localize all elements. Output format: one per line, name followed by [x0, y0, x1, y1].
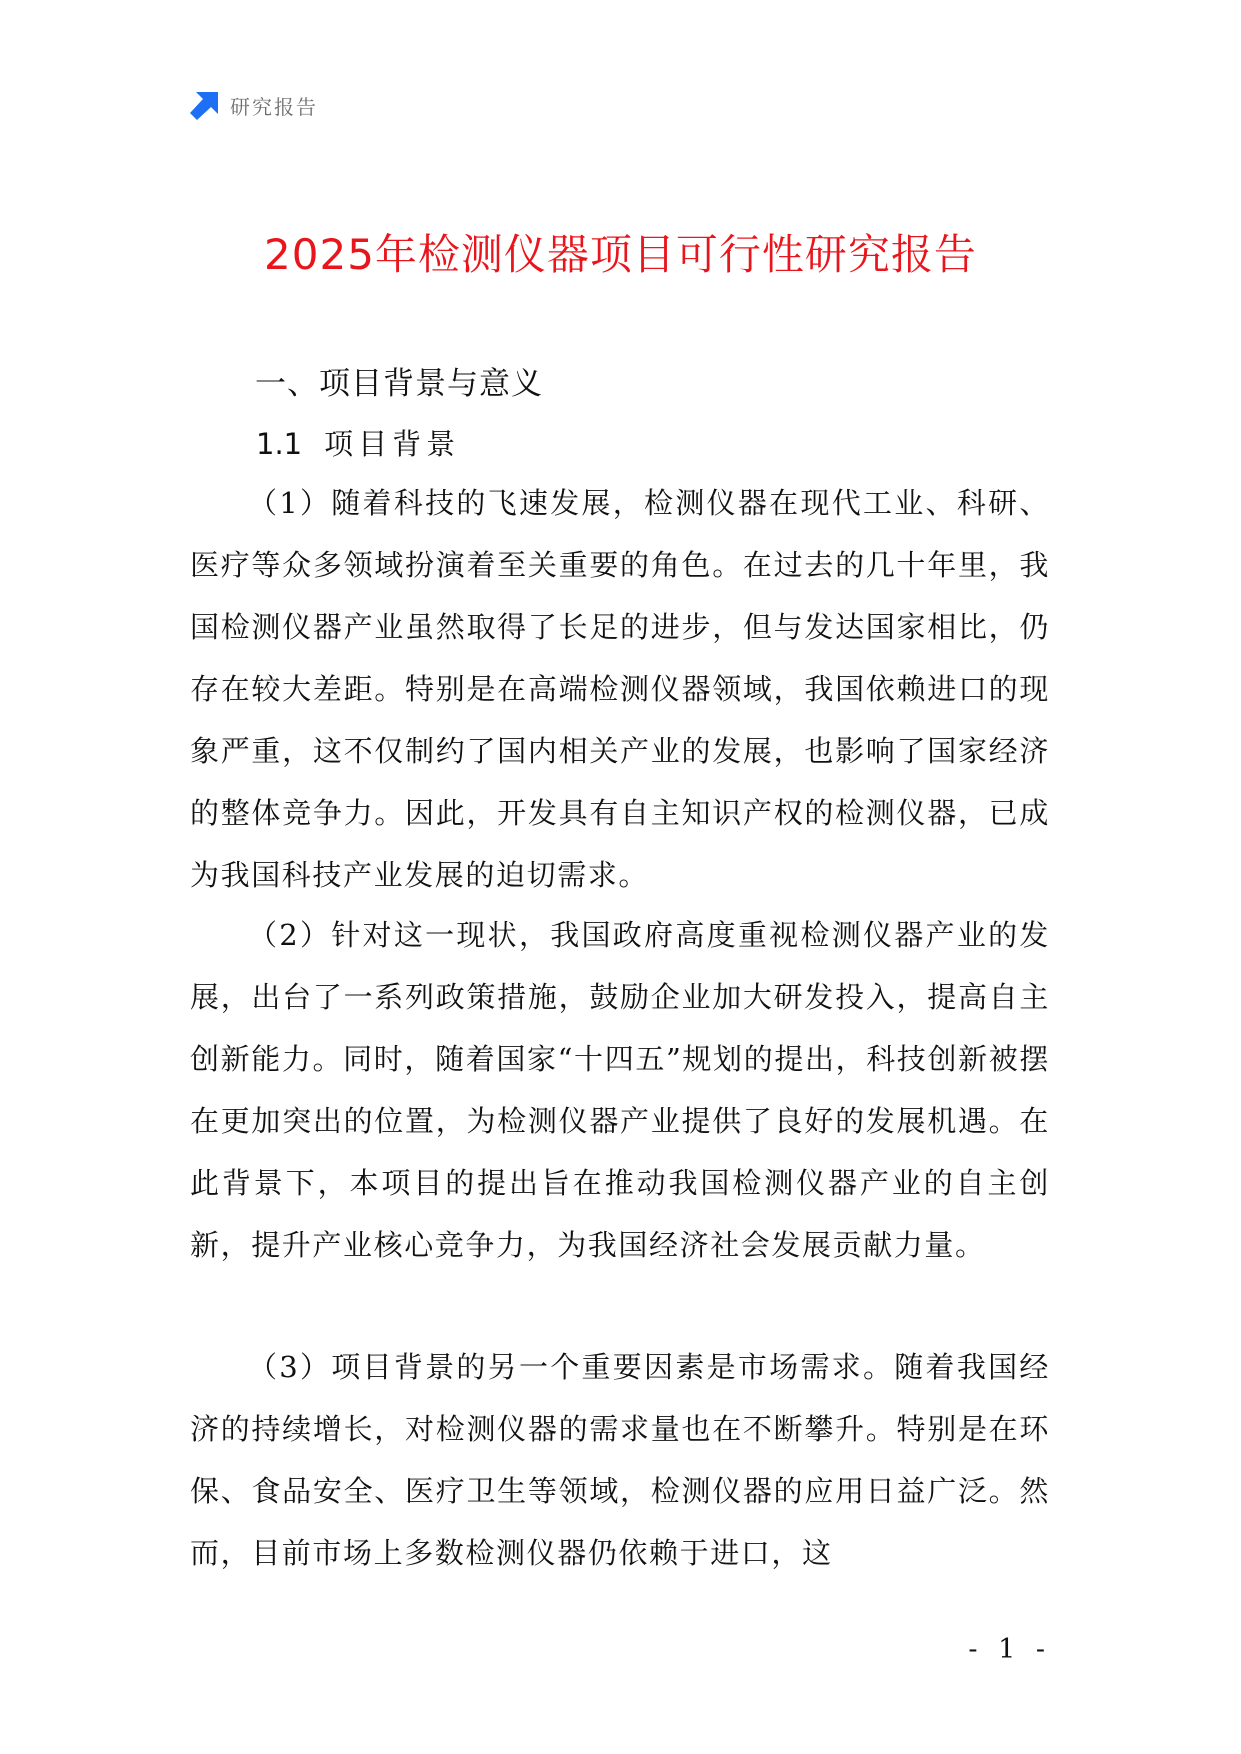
- subsection-heading: [256, 422, 460, 463]
- document-title: 2025年检测仪器项目可行性研究报告: [264, 230, 977, 279]
- header-label: 研究报告: [230, 94, 318, 119]
- arrow-up-right-icon: [190, 90, 220, 120]
- page-number: - 1 -: [968, 1634, 1051, 1665]
- paragraph-2: （2）针对这一现状，我国政府高度重视检测仪器产业的发展，出台了一系列政策措施，鼓励企业加大研发投入，提高自主创新能力。同时，随着国家“十四五”规划的提出，科技创新被摆在更加突出的位置，为检测仪器产业提供了良好的发展机遇。在此背景下，本项目的提出旨在推动我国检测仪器产业的自主创新，提升产业核心竞争力，为我国经济社会发展贡献力量。: [190, 918, 1050, 1262]
- paragraph-3-block: [190, 1336, 1050, 1584]
- section-heading: 一、项目背景与意义: [255, 366, 543, 402]
- paragraph-3: （3）项目背景的另一个重要因素是市场需求。随着我国经济的持续增长，对检测仪器的需求量也在不断攀升。特别是在环保、食品安全、医疗卫生等领域，检测仪器的应用日益广泛。然而，目前市场上多数检测仪器仍依赖于进口，这: [190, 1350, 1050, 1570]
- header-brand: [190, 90, 318, 120]
- paragraph-1-block: [190, 472, 1050, 906]
- subsection-number: 1.1: [256, 427, 303, 461]
- subsection-title: 项目背景: [324, 427, 461, 461]
- paragraph-1: （1）随着科技的飞速发展，检测仪器在现代工业、科研、医疗等众多领域扮演着至关重要的角色。在过去的几十年里，我国检测仪器产业虽然取得了长足的进步，但与发达国家相比，仍存在较大差距。特别是在高端检测仪器领域，我国依赖进口的现象严重，这不仅制约了国内相关产业的发展，也影响了国家经济的整体竞争力。因此，开发具有自主知识产权的检测仪器，已成为我国科技产业发展的迫切需求。: [190, 486, 1050, 892]
- paragraph-2-block: [190, 904, 1050, 1276]
